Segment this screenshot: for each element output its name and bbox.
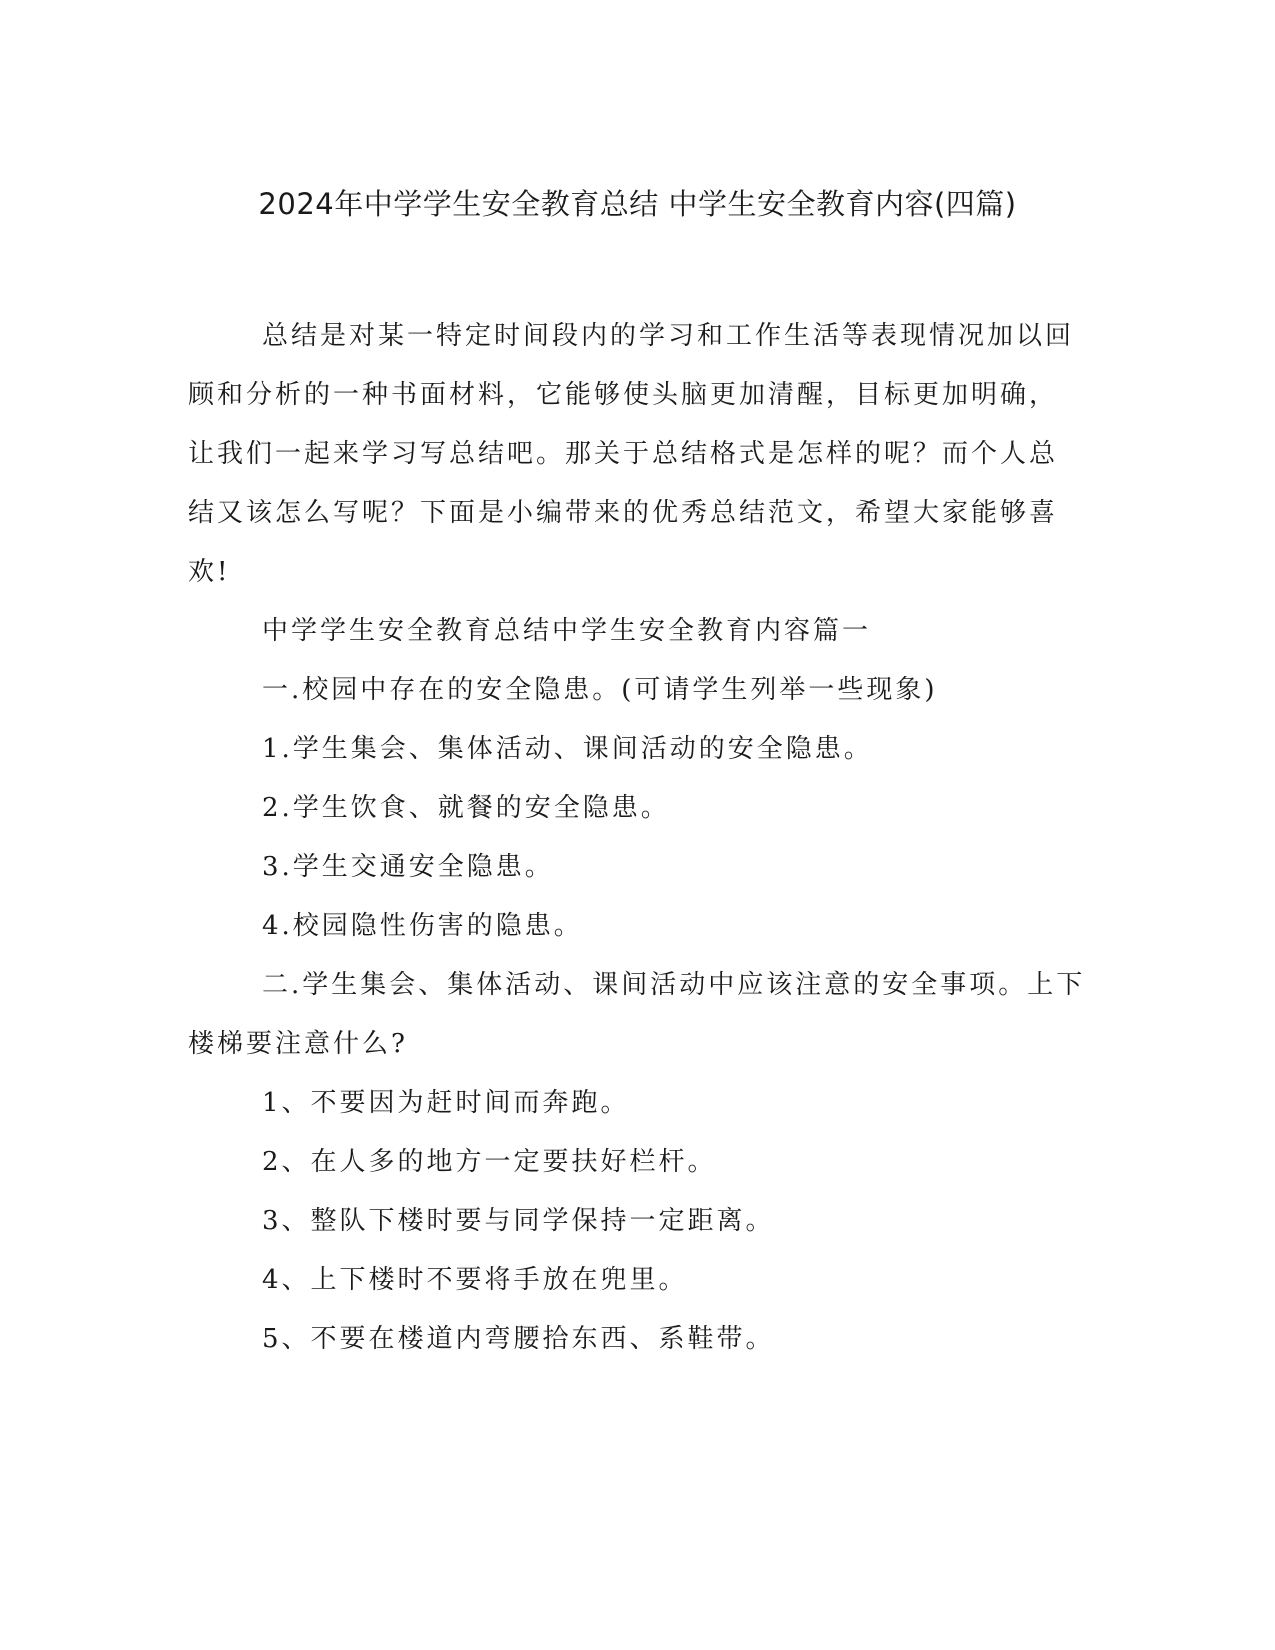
part-one-item-2: 2.学生饮食、就餐的安全隐患。 <box>262 793 670 823</box>
part-two-heading-line-2: 楼梯要注意什么? <box>188 1029 408 1059</box>
part-one-item-3: 3.学生交通安全隐患。 <box>262 852 554 882</box>
intro-line-3: 让我们一起来学习写总结吧。那关于总结格式是怎样的呢？而个人总 <box>188 439 1059 469</box>
part-two-item-1: 1、不要因为赶时间而奔跑。 <box>262 1088 630 1118</box>
section-heading: 中学学生安全教育总结中学生安全教育内容篇一 <box>262 616 872 646</box>
document-title: 2024年中学学生安全教育总结 中学生安全教育内容(四篇) <box>258 187 1017 221</box>
part-two-item-3: 3、整队下楼时要与同学保持一定距离。 <box>262 1206 775 1236</box>
part-one-item-4: 4.校园隐性伤害的隐患。 <box>262 911 583 941</box>
intro-line-5: 欢! <box>188 557 231 587</box>
part-two-heading-line-1: 二.学生集会、集体活动、课间活动中应该注意的安全事项。上下 <box>262 970 1086 1000</box>
intro-line-1: 总结是对某一特定时间段内的学习和工作生活等表现情况加以回 <box>262 321 1075 351</box>
part-two-item-2: 2、在人多的地方一定要扶好栏杆。 <box>262 1147 717 1177</box>
intro-line-2: 顾和分析的一种书面材料，它能够使头脑更加清醒，目标更加明确， <box>188 380 1059 410</box>
intro-line-4: 结又该怎么写呢？下面是小编带来的优秀总结范文，希望大家能够喜 <box>188 498 1059 528</box>
part-one-heading: 一.校园中存在的安全隐患。(可请学生列举一些现象) <box>262 675 938 705</box>
part-two-item-4: 4、上下楼时不要将手放在兜里。 <box>262 1265 688 1295</box>
part-one-item-1: 1.学生集会、集体活动、课间活动的安全隐患。 <box>262 734 873 764</box>
part-two-item-5: 5、不要在楼道内弯腰拾东西、系鞋带。 <box>262 1324 775 1354</box>
